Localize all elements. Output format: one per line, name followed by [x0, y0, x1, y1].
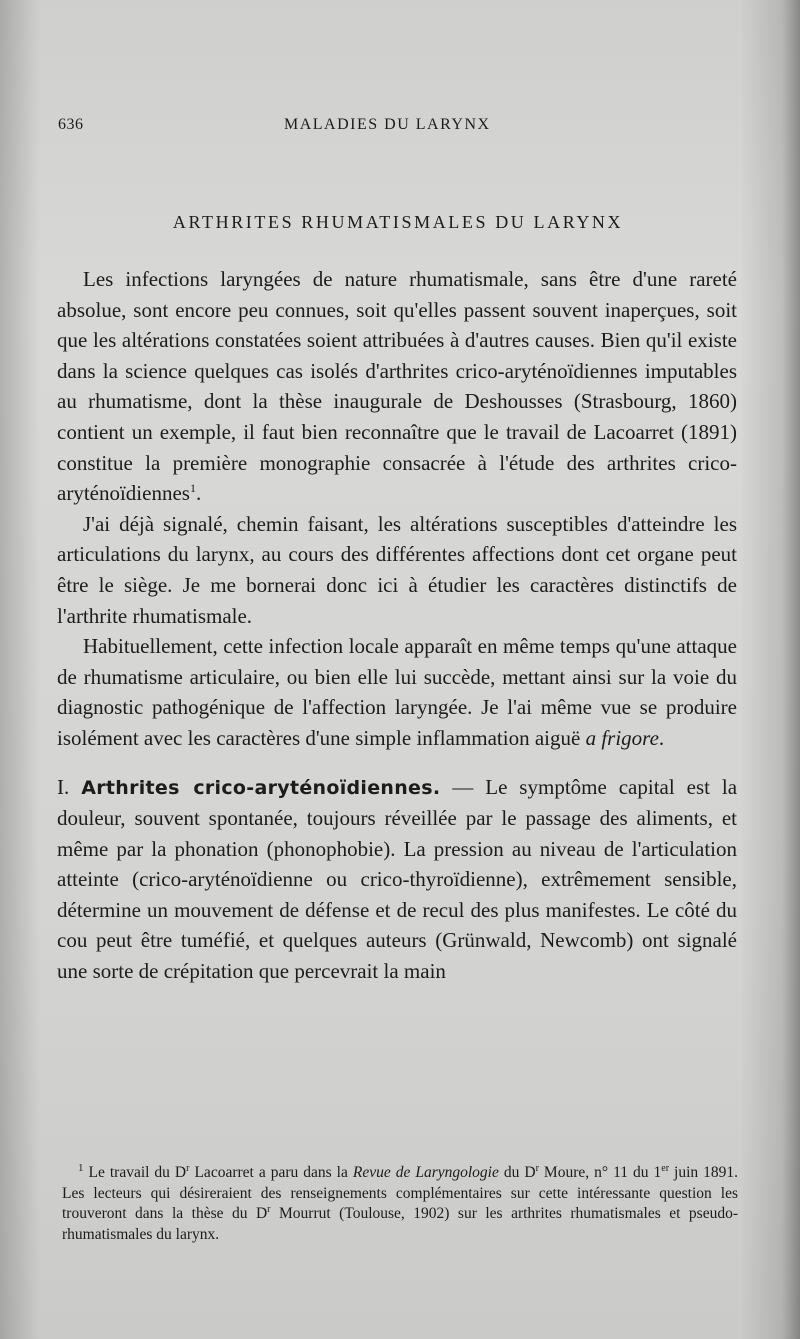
section-1-text: — Le symptôme capital est la douleur, souvent spontanée, toujours réveillée par le passage des aliments, et même par la phonation (phonophobie). La pression au niveau de l'articulation atteinte (crico-aryténoïdienne ou crico-thyroïdienne), extrêmement sensible, détermine un mouvement de défense et de recul des plus manifestes. Le côté du cou peut être tuméfié, et quelques auteurs (Grünwald, Newcomb) ont signalé une sorte de crépitation que percevrait la main: [57, 774, 738, 984]
footnote-superscript: r: [267, 1204, 271, 1216]
footnote-segment: Lacoarret a paru dans la: [194, 1164, 348, 1181]
footnote-reference: 1: [189, 481, 196, 496]
footnote-superscript: r: [186, 1162, 190, 1174]
footnote-segment: Le travail du D: [88, 1164, 187, 1181]
section-number: I.: [57, 774, 70, 799]
footnote: [62, 1163, 738, 1245]
latin-phrase: a frigore: [585, 725, 659, 750]
chapter-title: ARTHRITES RHUMATISMALES DU LARYNX: [172, 212, 624, 232]
footnote-text: [62, 1163, 738, 1245]
footnote-superscript: er: [661, 1162, 670, 1174]
paragraph-1-text: Les infections laryngées de nature rhumatismale, sans être d'une rareté absolue, sont encore peu connues, soit qu'elles passent souvent inaperçues, soit que les altérations constatées soient attribuées à d'autres causes. Bien qu'il existe dans la science quelques cas isolés d'arthrites crico-aryténoïdiennes imputables au rhumatisme, dont la thèse inaugurale de Deshousses (Strasbourg, 1860) contient un exemple, il faut bien reconnaître que le travail de Lacoarret (1891) constitue la première monographie consacrée à l'étude des arthrites crico-aryténoïdiennes: [57, 267, 737, 506]
footnote-mark: 1: [78, 1161, 84, 1174]
paragraph-1: Les infections laryngées de nature rhumatismale, sans être d'une rareté absolue, sont encore peu connues, soit qu'elles passent souvent inaperçues, soit que les altérations constatées soient attribuées à d'autres causes. Bien qu'il existe dans la science quelques cas isolés d'arthrites crico-aryténoïdiennes imputables au rhumatisme, dont la thèse inaugurale de Deshousses (Strasbourg, 1860) contient un exemple, il faut bien reconnaître que le travail de Lacoarret (1891) constitue la première monographie consacrée à l'étude des arthrites crico-aryténoïdiennes$^1$.: [57, 267, 737, 506]
running-title: MALADIES DU LARYNX: [284, 116, 491, 133]
footnote-segment: Mourrut (Toulouse, 1902) sur les arthrites rhumatismales et pseudo-rhumatismales du larynx.: [62, 1205, 738, 1243]
journal-title: Revue de Laryngologie: [352, 1164, 499, 1181]
section-heading: Arthrites crico-aryténoïdiennes.: [81, 776, 441, 799]
section-1-paragraph: [57, 772, 737, 987]
paragraph-2: J'ai déjà signalé, chemin faisant, les altérations susceptibles d'atteindre les articulations du larynx, au cours des différentes affections dont cet organe peut être le siège. Je me bornerai donc ici à étudier les caractères distinctifs de l'arthrite rhumatismale.: [57, 511, 737, 628]
footnote-segment: Moure, n° 11 du 1: [543, 1164, 662, 1181]
body-text: [57, 264, 737, 987]
footnote-segment: juin 1891. Les lecteurs qui désireraient des renseignements complémentaires sur cette intéressante question les trouveront dans la thèse du D: [62, 1164, 739, 1223]
running-head: [58, 116, 738, 142]
paragraph-3-text: Habituellement, cette infection locale apparaît en même temps qu'une attaque de rhumatisme articulaire, ou bien elle lui succède, mettant ainsi sur la voie du diagnostic pathogénique de l'affection laryngée. Je l'ai même vue se produire isolément avec les caractères d'une simple inflammation aiguë: [57, 634, 737, 750]
footnote-segment: du D: [503, 1164, 536, 1181]
footnote-superscript: r: [535, 1162, 539, 1174]
page-number: 636: [58, 116, 84, 133]
paragraph-3: [57, 631, 737, 753]
paragraph-3-end: .: [658, 725, 665, 750]
